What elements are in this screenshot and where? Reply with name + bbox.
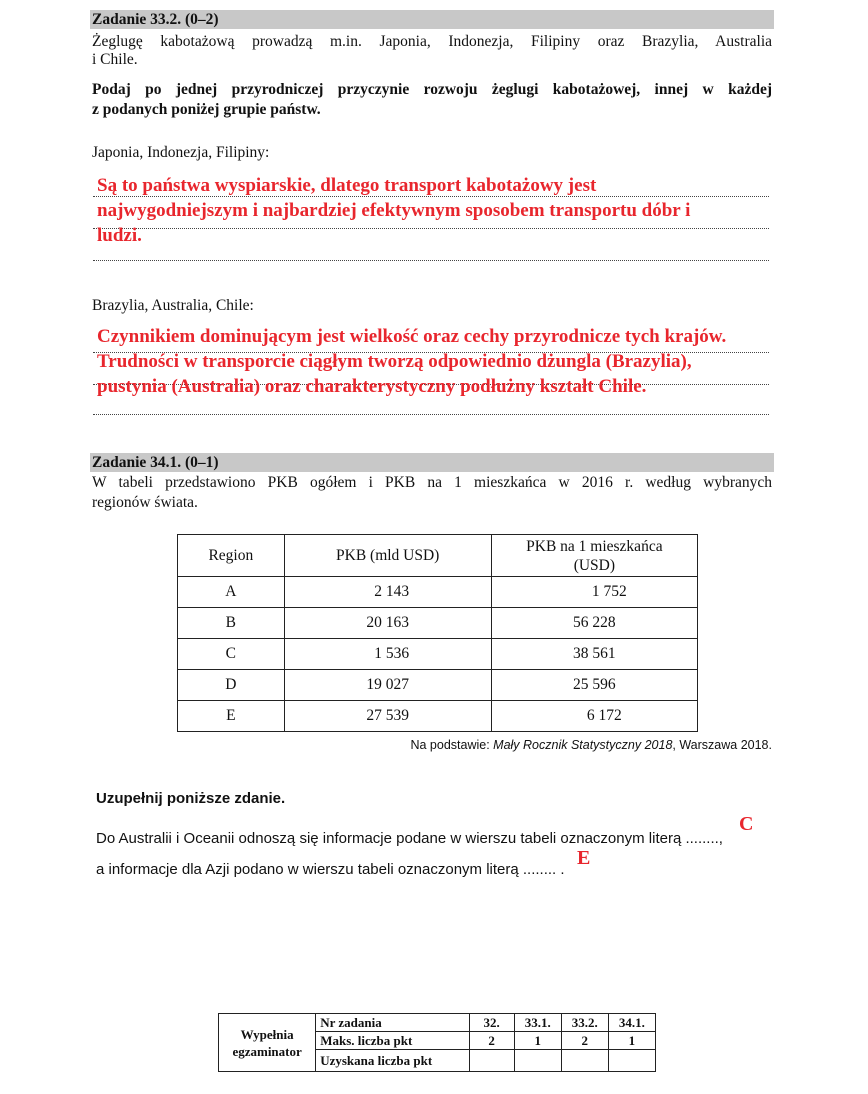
sentence-line1: Do Australii i Oceanii odnoszą się informacje podane w wierszu tabeli oznaczonym literą ........, [96,830,723,847]
sentence-line2: a informacje dla Azji podano w wierszu tabeli oznaczonym literą ........ . [96,861,565,878]
task-33-2-instruction-line1: Podaj po jednej przyrodniczej przyczynie rozwoju żeglugi kabotażowej, innej w każdej [92,81,772,98]
table-row [178,701,698,732]
group2-label: Brazylia, Australia, Chile: [92,297,254,314]
task-33-2-instruction-line2: z podanych poniżej grupie państw. [92,101,321,118]
gdp-cell: 20 163 [284,608,491,639]
answer-line [93,414,769,415]
scoring-table [218,1013,656,1072]
obtained-points-cell[interactable] [514,1050,561,1072]
gdp-cell: 1 536 [284,639,491,670]
obtained-points-cell[interactable] [561,1050,608,1072]
max-points-cell: 1 [608,1032,655,1050]
group1-answer-line2: najwygodniejszym i najbardziej efektywnym sposobem transportu dóbr i [97,200,691,221]
filler-label-line1: Wypełnia [240,1026,294,1042]
scoring-row [219,1014,656,1032]
region-cell: E [178,701,285,732]
table-header-row [178,535,698,577]
gdp-per-capita-cell: 1 752 [491,577,697,608]
table-row [178,639,698,670]
header-gdp-total: PKB (mld USD) [284,535,491,577]
source-prefix: Na podstawie: [410,738,494,752]
gdp-per-capita-cell: 56 228 [491,608,697,639]
gdp-cell: 2 143 [284,577,491,608]
gdp-per-capita-cell: 38 561 [491,639,697,670]
table-source [410,738,772,752]
gdp-cell: 19 027 [284,670,491,701]
max-points-cell: 2 [561,1032,608,1050]
gdp-cell: 27 539 [284,701,491,732]
row-label-task-number: Nr zadania [316,1014,469,1032]
filler-label [219,1014,316,1072]
region-cell: D [178,670,285,701]
complete-instruction: Uzupełnij poniższe zdanie. [96,790,286,807]
filler-label-line2: egzaminator [232,1043,302,1059]
table-row [178,608,698,639]
group2-answer-line3: pustynia (Australia) oraz charakterystyczny podłużny kształt Chile. [97,376,647,397]
row-label-obtained-points: Uzyskana liczba pkt [316,1050,469,1072]
max-points-cell: 2 [469,1032,514,1050]
task-number-cell: 34.1. [608,1014,655,1032]
obtained-points-cell[interactable] [608,1050,655,1072]
source-title: Mały Rocznik Statystyczny 2018 [493,738,673,752]
task-34-1-intro-line1: W tabeli przedstawiono PKB ogółem i PKB na 1 mieszkańca w 2016 r. według wybranych [92,474,772,491]
handwritten-answer-2: E [577,847,591,869]
task-number-cell: 33.1. [514,1014,561,1032]
group2-answer-line2: Trudności w transporcie ciągłym tworzą odpowiednio dżungla (Brazylia), [97,351,692,372]
answer-line [93,260,769,261]
group2-answer-line1: Czynnikiem dominującym jest wielkość oraz cechy przyrodnicze tych krajów. [97,326,727,347]
group1-answer-line1: Są to państwa wyspiarskie, dlatego transport kabotażowy jest [97,175,597,196]
task-number-cell: 33.2. [561,1014,608,1032]
gdp-table [177,534,698,732]
task-number-cell: 32. [469,1014,514,1032]
header-gdp-per-capita [491,535,697,577]
task-33-2-header: Zadanie 33.2. (0–2) [90,10,774,29]
group1-label: Japonia, Indonezja, Filipiny: [92,144,270,161]
header-gdp-per-capita-line1: PKB na 1 mieszkańca [526,537,663,555]
region-cell: C [178,639,285,670]
group1-answer-line3: ludzi. [97,225,142,246]
region-cell: B [178,608,285,639]
gdp-per-capita-cell: 25 596 [491,670,697,701]
task-33-2-intro-line1: Żeglugę kabotażową prowadzą m.in. Japonia, Indonezja, Filipiny oraz Brazylia, Australia [92,33,772,50]
source-suffix: , Warszawa 2018. [672,738,772,752]
region-cell: A [178,577,285,608]
handwritten-answer-1: C [739,813,754,835]
table-row [178,577,698,608]
row-label-max-points: Maks. liczba pkt [316,1032,469,1050]
table-row [178,670,698,701]
header-region: Region [178,535,285,577]
task-34-1-intro-line2: regionów świata. [92,494,198,511]
max-points-cell: 1 [514,1032,561,1050]
task-34-1-header: Zadanie 34.1. (0–1) [90,453,774,472]
task-33-2-intro-line2: i Chile. [92,51,138,68]
answer-line [93,228,769,229]
gdp-per-capita-cell: 6 172 [491,701,697,732]
obtained-points-cell[interactable] [469,1050,514,1072]
header-gdp-per-capita-line2: (USD) [573,556,616,574]
